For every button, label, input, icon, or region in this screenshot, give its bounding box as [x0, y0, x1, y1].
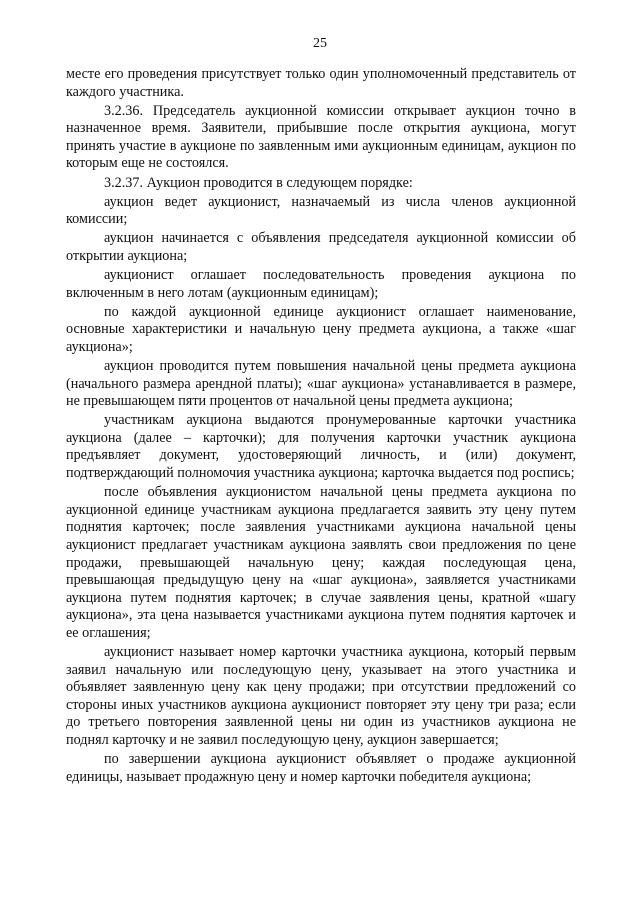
list-item-price-step: аукцион проводится путем повышения начальной цены предмета аукциона (начального размера арендной платы); «шаг аукциона» устанавливается в размере, не превышающем пяти процентов от начальной цены предмета аукциона; [66, 358, 576, 410]
page-number: 25 [313, 36, 327, 51]
list-item-auctioneer: аукцион ведет аукционист, назначаемый из числа членов аукционной комиссии; [66, 193, 576, 228]
list-item-opening: аукцион начинается с объявления председателя аукционной комиссии об открытии аукциона; [66, 230, 576, 264]
document-body [66, 66, 576, 788]
list-item-lot-order: аукционист оглашает последовательность проведения аукциона по включенным в него лотам (аукционным единицам); [66, 267, 576, 301]
list-item-bidding: после объявления аукционистом начальной цены предмета аукциона по аукционной единице участникам аукциона предлагается заявить эту цену путем поднятия карточек; после заявления участниками аукциона начальной цены аукционист предлагает участникам аукциона заявлять свои предложения по цене продажи, превышающей начальную цену; каждая последующая цена, превышающая предыдущую цену на «шаг аукциона», заявляется участниками аукциона путем поднятия карточек; в случае заявления цены, кратной «шагу аукциона», эта цена называется участниками аукциона путем поднятия карточек и ее оглашения; [66, 484, 576, 641]
list-item-cards: участникам аукциона выдаются пронумерованные карточки участника аукциона (далее – карточки); для получения карточки участник аукциона предъявляет документ, удостоверяющий личность, и (или) документ, подтверждающий полномочия участника аукциона; карточка выдается под роспись; [66, 412, 576, 482]
paragraph-clause-3-2-37: 3.2.37. Аукцион проводится в следующем порядке: [104, 174, 413, 191]
list-item-winner-call: аукционист называет номер карточки участника аукциона, который первым заявил начальную или последующую цену, указывает на этого участника и объявляет заявленную цену как цену продажи; при отсутствии предложений со стороны иных участников аукциона аукционист повторяет эту цену три раза; если до третьего повторения заявленной цены ни один из участников аукциона не поднял карточку и не заявил последующую цену, аукцион завершается; [66, 644, 576, 748]
paragraph-continuation: месте его проведения присутствует только один уполномоченный представитель от каждого участника. [66, 66, 576, 100]
list-item-lot-details: по каждой аукционной единице аукционист оглашает наименование, основные характеристики и начальную цену предмета аукциона, а также «шаг аукциона»; [66, 303, 576, 355]
paragraph-clause-3-2-36: 3.2.36. Председатель аукционной комиссии открывает аукцион точно в назначенное время. Заявители, прибывшие после открытия аукциона, могут принять участие в аукционе по заявленным ими аукционным единицам, аукцион по которым еще не состоялся. [66, 102, 576, 172]
list-item-completion: по завершении аукциона аукционист объявляет о продаже аукционной единицы, называет продажную цену и номер карточки победителя аукциона; [66, 751, 576, 785]
